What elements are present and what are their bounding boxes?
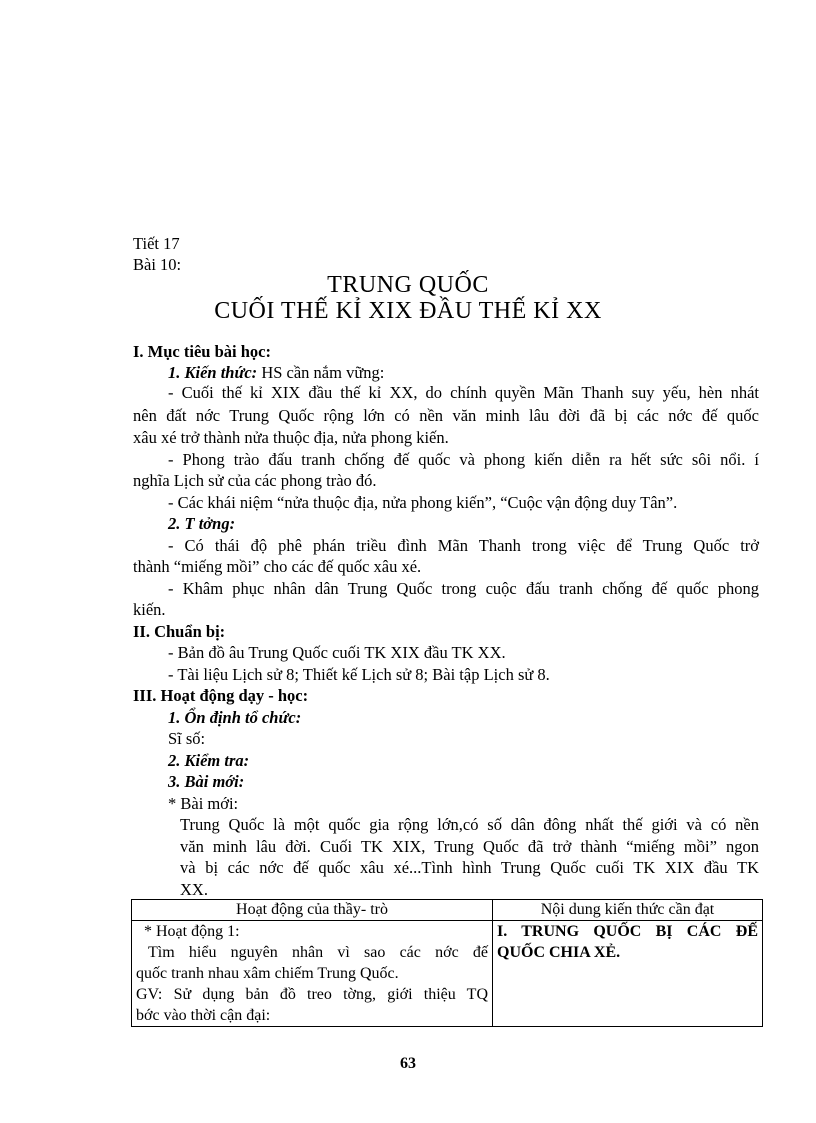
- col-header-activities: Hoạt động của thầy- trò: [132, 900, 493, 921]
- intro-line: Trung Quốc là một quốc gia rộng lớn,có số dân đông nhất thế giới và có nền: [180, 815, 759, 834]
- knowledge-line: - Cuối thế kỉ XIX đầu thế kỉ XX, do chính quyền Mãn Thanh suy yếu, hèn nhát: [168, 383, 759, 402]
- knowledge-row: [168, 362, 384, 384]
- thought-label: 2. T tởng:: [168, 514, 236, 533]
- thought-line: - Có thái độ phê phán triều đình Mãn Thanh trong việc để Trung Quốc trở: [168, 536, 759, 555]
- content-line: QUỐC CHIA XẺ.: [497, 944, 621, 961]
- new-lesson-label: 3. Bài mới:: [168, 772, 245, 791]
- activity-line: bớc vào thời cận đại:: [136, 1007, 271, 1024]
- page-number: 63: [400, 1055, 416, 1072]
- activities-table: [131, 899, 763, 1027]
- table-row: [132, 921, 763, 1027]
- intro-line: văn minh lâu đời. Cuối TK XIX, Trung Quốc đã trở thành “miếng mồi” ngon: [180, 837, 759, 856]
- knowledge-line: nghĩa Lịch sử của các phong trào đó.: [133, 471, 377, 490]
- thought-line: thành “miếng mồi” cho các đế quốc xâu xé.: [133, 557, 422, 576]
- knowledge-line: nên đất nớc Trung Quốc rộng lớn có nền văn minh lâu đời đã bị các nớc đế quốc: [133, 406, 759, 425]
- preparation-heading: II. Chuẩn bị:: [133, 622, 226, 641]
- knowledge-intro: HS cần nắm vững:: [257, 363, 385, 382]
- content-line: I. TRUNG QUỐC BỊ CÁC ĐẾ: [497, 923, 758, 940]
- table-header-row: [132, 900, 763, 921]
- intro-label: * Bài mới:: [168, 794, 239, 813]
- knowledge-line: - Các khái niệm “nửa thuộc địa, nửa phong kiến”, “Cuộc vận động duy Tân”.: [168, 493, 678, 512]
- preparation-line: - Bản đồ âu Trung Quốc cuối TK XIX đầu TK XX.: [168, 643, 506, 662]
- activity-line: * Hoạt động 1:: [144, 923, 240, 940]
- attendance-label: Sĩ số:: [168, 729, 206, 748]
- preparation-line: - Tài liệu Lịch sử 8; Thiết kế Lịch sử 8; Bài tập Lịch sử 8.: [168, 665, 550, 684]
- knowledge-line: - Phong trào đấu tranh chống đế quốc và phong kiến diễn ra hết sức sôi nổi. í: [168, 450, 759, 469]
- objectives-heading: I. Mục tiêu bài học:: [133, 342, 271, 361]
- activity-cell: [132, 921, 493, 1027]
- thought-line: - Khâm phục nhân dân Trung Quốc trong cuộc đấu tranh chống đế quốc phong: [168, 579, 759, 598]
- intro-line: và bị các nớc đế quốc xâu xé...Tình hình Trung Quốc cuối TK XIX đầu TK: [180, 858, 759, 877]
- thought-line: kiến.: [133, 600, 166, 619]
- organization-label: 1. Ổn định tổ chức:: [168, 708, 302, 727]
- content-cell: [493, 921, 763, 1027]
- lesson-label: Bài 10:: [133, 255, 182, 274]
- intro-line: XX.: [180, 880, 208, 899]
- activity-line: quốc tranh nhau xâm chiếm Trung Quốc.: [136, 965, 399, 982]
- check-label: 2. Kiểm tra:: [168, 751, 250, 770]
- activity-line: Tìm hiểu nguyên nhân vì sao các nớc đế: [148, 944, 488, 961]
- col-header-content: Nội dung kiến thức cần đạt: [493, 900, 763, 921]
- knowledge-line: xâu xé trở thành nửa thuộc địa, nửa phong kiến.: [133, 428, 449, 447]
- title-line-1: TRUNG QUỐC: [327, 272, 489, 298]
- knowledge-label: 1. Kiến thức:: [168, 363, 258, 382]
- title-line-2: CUỐI THẾ KỈ XIX ĐẦU THẾ KỈ XX: [214, 298, 602, 324]
- activities-heading: III. Hoạt động dạy - học:: [133, 686, 309, 705]
- activity-line: GV: Sử dụng bản đồ treo tờng, giới thiệu TQ: [136, 986, 488, 1003]
- period-label: Tiết 17: [133, 234, 180, 253]
